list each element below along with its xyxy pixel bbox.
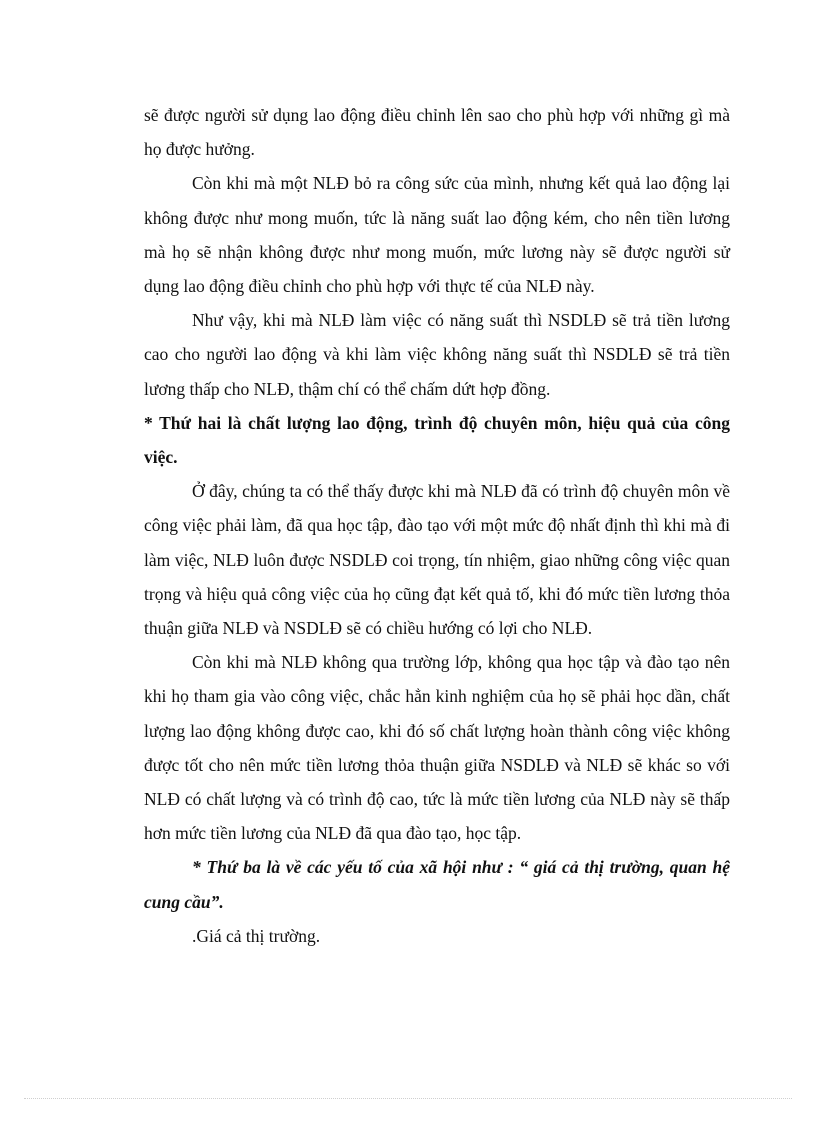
document-body [144, 98, 730, 953]
paragraph-unqualified-worker: Còn khi mà NLĐ không qua trường lớp, không qua học tập và đào tạo nên khi họ tham gia vào công việc, chắc hẳn kinh nghiệm của họ sẽ phải học dần, chất lượng lao động không được cao, khi đó số chất lượng hoàn thành công việc không được tốt cho nên mức tiền lương thỏa thuận giữa NSDLĐ và NLĐ sẽ khác so với NLĐ có chất lượng và có trình độ cao, tức là mức tiền lương của NLĐ này sẽ thấp hơn mức tiền lương của NLĐ đã qua đào tạo, học tập. [144, 652, 730, 844]
heading-second-factor: * Thứ hai là chất lượng lao động, trình độ chuyên môn, hiệu quả của công việc. [144, 412, 730, 468]
paragraph-continuation: sẽ được người sử dụng lao động điều chỉnh lên sao cho phù hợp với những gì mà họ được hưởng. [144, 105, 730, 160]
paragraph-low-productivity: Còn khi mà một NLĐ bỏ ra công sức của mình, nhưng kết quả lao động lại không được như mong muốn, tức là năng suất lao động kém, cho nên tiền lương mà họ sẽ nhận không được như mong muốn, mức lương này sẽ được người sử dụng lao động điều chỉnh cho phù hợp với thực tế của NLĐ này. [144, 173, 730, 297]
paragraph-productivity-summary: Như vậy, khi mà NLĐ làm việc có năng suất thì NSDLĐ sẽ trả tiền lương cao cho người lao động và khi làm việc không năng suất thì NSDLĐ sẽ trả tiền lương thấp cho NLĐ, thậm chí có thể chấm dứt hợp đồng. [144, 310, 730, 399]
page-bottom-rule [24, 1098, 792, 1099]
heading-third-factor: * Thứ ba là về các yếu tố của xã hội như : “ giá cả thị trường, quan hệ cung cầu”. [144, 857, 730, 912]
subheading-market-price: .Giá cả thị trường. [192, 925, 321, 946]
paragraph-qualified-worker: Ở đây, chúng ta có thể thấy được khi mà NLĐ đã có trình độ chuyên môn về công việc phải làm, đã qua học tập, đào tạo với một mức độ nhất định thì khi mà đi làm việc, NLĐ luôn được NSDLĐ coi trọng, tín nhiệm, giao những công việc quan trọng và hiệu quả công việc của họ cũng đạt kết quả tố, khi đó mức tiền lương thỏa thuận giữa NLĐ và NSDLĐ sẽ có chiều hướng có lợi cho NLĐ. [144, 481, 730, 639]
